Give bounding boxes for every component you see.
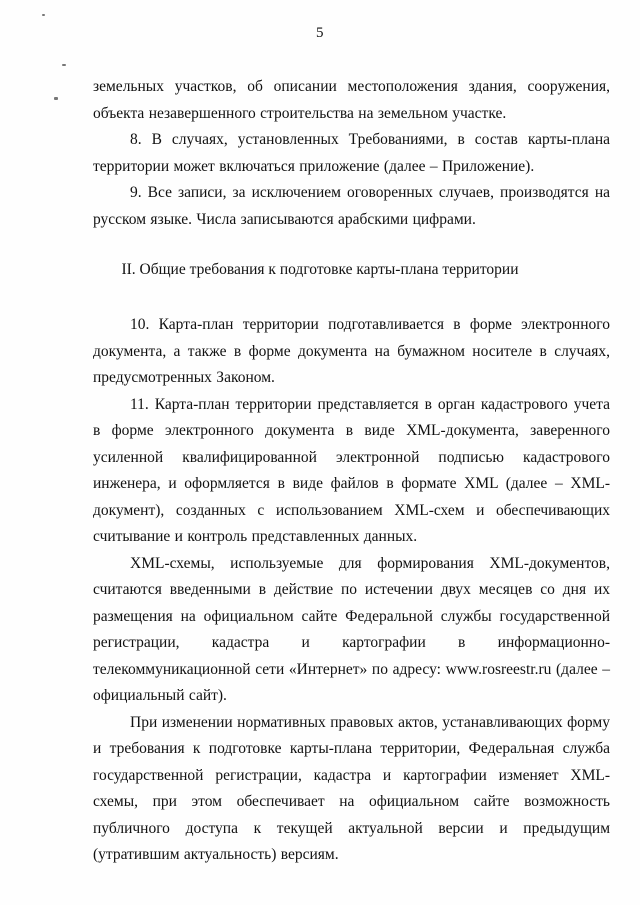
paragraph-schema-changes: При изменении нормативных правовых актов, устанавливающих форму и требования к подготовке карты-плана территории, Федеральная служба государственной регистрации, кадастра и картографии изменяет XML-схемы, при этом обеспечивает на официальном сайте возможность публичного доступа к текущей актуальной версии и предыдущим (утратившим актуальность) версиям. <box>93 713 610 863</box>
page-number: 5 <box>316 25 324 41</box>
paragraph-10: 10. Карта-план территории подготавливается в форме электронного документа, а также в форме документа на бумажном носителе в случаях, предусмотренных Законом. <box>93 316 610 386</box>
text-block-top <box>93 74 610 233</box>
paragraph-11: 11. Карта-план территории представляется в орган кадастрового учета в форме электронного документа в виде XML-документа, заверенного усиленной квалифицированной электронной подписью кадастрового инженера, и оформляется в виде файлов в формате XML (далее – XML-документ), созданных с использованием XML-схем и обеспечивающих считывание и контроль представленных данных. <box>93 395 610 545</box>
paragraph-continuation: земельных участков, об описании местоположения здания, сооружения, объекта незавершенного строительства на земельном участке. <box>93 78 610 122</box>
scan-speck <box>42 14 45 16</box>
paragraph-9: 9. Все записи, за исключением оговоренных случаев, производятся на русском языке. Числа записываются арабскими цифрами. <box>93 184 610 228</box>
scan-speck <box>54 97 58 100</box>
section-heading: II. Общие требования к подготовке карты-плана территории <box>121 261 519 278</box>
text-block-bottom <box>93 312 610 869</box>
paragraph-8: 8. В случаях, установленных Требованиями, в состав карты-плана территории может включаться приложение (далее – Приложение). <box>93 131 610 175</box>
paragraph-xml-schemas: XML-схемы, используемые для формирования XML-документов, считаются введенными в действие по истечении двух месяцев со дня их размещения на официальном сайте Федеральной службы государственной регистрации, кадастра и картографии в информационно-телекоммуникационной сети «Интернет» по адресу: www.rosreestr.ru (далее – официальный сайт). <box>93 554 610 704</box>
scan-speck <box>62 64 66 66</box>
